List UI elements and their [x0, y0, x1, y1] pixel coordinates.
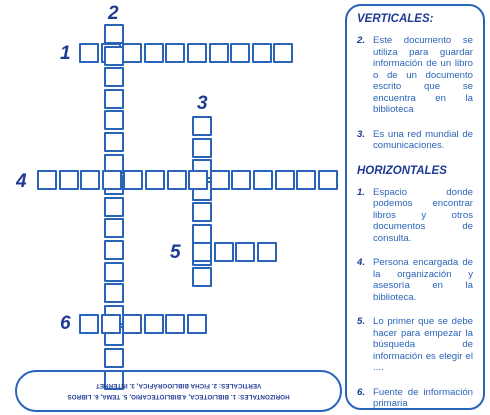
crossword-cell-word-6-2[interactable] [101, 314, 121, 334]
crossword-cell-word-4-2[interactable] [59, 170, 79, 190]
crossword-cell-word-2-12[interactable] [104, 262, 124, 282]
verticales-heading: VERTICALES: [357, 13, 434, 25]
crossword-cell-word-2-9[interactable] [104, 197, 124, 217]
crossword-cell-word-1-7[interactable] [209, 43, 229, 63]
crossword-cell-word-4-6[interactable] [145, 170, 165, 190]
clue-vertical-3-number: 3. [357, 128, 366, 140]
crossword-cell-word-1-5[interactable] [165, 43, 185, 63]
crossword-cell-word-2-1[interactable] [104, 24, 124, 44]
clue-number-2: 2 [108, 3, 119, 24]
clue-number-5: 5 [170, 242, 181, 263]
crossword-cell-word-4-13[interactable] [296, 170, 316, 190]
crossword-cell-word-4-10[interactable] [231, 170, 251, 190]
clue-number-4: 4 [16, 171, 27, 192]
crossword-cell-word-6-3[interactable] [122, 314, 142, 334]
clue-horizontal-6-text: Fuente de información primaria [373, 386, 473, 409]
crossword-cell-word-3-8[interactable] [192, 267, 212, 287]
crossword-cell-word-2-13[interactable] [104, 283, 124, 303]
crossword-cell-word-2-10[interactable] [104, 218, 124, 238]
crossword-cell-word-1-10[interactable] [273, 43, 293, 63]
clue-vertical-2-text: Este documento se utiliza para guardar información de un libro o de un documento escrito que se encuentra en la biblioteca [373, 35, 473, 115]
clue-horizontal-6 [357, 387, 473, 410]
crossword-cell-word-6-1[interactable] [79, 314, 99, 334]
crossword-cell-word-2-3[interactable] [104, 67, 124, 87]
crossword-cell-word-3-1[interactable] [192, 116, 212, 136]
clues-panel [345, 4, 485, 410]
clue-horizontal-5-number: 5. [357, 316, 366, 327]
clue-horizontal-6-number: 6. [357, 386, 366, 398]
clue-number-6: 6 [60, 313, 71, 334]
answer-key [15, 370, 342, 412]
clue-vertical-3 [357, 129, 473, 152]
clue-vertical-2-number: 2. [357, 35, 366, 46]
crossword-cell-word-4-5[interactable] [123, 170, 143, 190]
crossword-cell-word-4-1[interactable] [37, 170, 57, 190]
clue-horizontal-5-text: Lo primer que se debe hacer para empezar la búsqueda de información es elegir el .... [373, 316, 473, 373]
crossword-cell-word-4-4[interactable] [102, 170, 122, 190]
crossword-cell-word-5-4[interactable] [257, 242, 277, 262]
crossword-cell-word-4-3[interactable] [80, 170, 100, 190]
crossword-cell-word-3-6[interactable] [192, 224, 212, 244]
crossword-cell-word-4-11[interactable] [253, 170, 273, 190]
crossword-cell-word-4-12[interactable] [275, 170, 295, 190]
crossword-cell-word-1-6[interactable] [187, 43, 207, 63]
crossword-cell-word-4-8[interactable] [188, 170, 208, 190]
crossword-cell-word-6-4[interactable] [144, 314, 164, 334]
crossword-cell-word-1-1[interactable] [79, 43, 99, 63]
clue-number-3: 3 [197, 93, 208, 114]
clue-horizontal-1-number: 1. [357, 186, 366, 198]
crossword-cell-word-2-16[interactable] [104, 348, 124, 368]
clue-horizontal-1-text: Espacio donde podemos encontrar libros y otros documentos de consulta. [373, 186, 473, 244]
crossword-cell-word-2-2[interactable] [104, 46, 124, 66]
crossword-cell-word-6-6[interactable] [187, 314, 207, 334]
crossword-cell-word-5-2[interactable] [214, 242, 234, 262]
clue-number-1: 1 [60, 43, 71, 64]
clue-horizontal-4 [357, 257, 473, 303]
clue-horizontal-1 [357, 187, 473, 245]
crossword-cell-word-1-3[interactable] [122, 43, 142, 63]
crossword-cell-word-1-4[interactable] [144, 43, 164, 63]
clue-horizontal-4-number: 4. [357, 257, 366, 268]
crossword-cell-word-3-2[interactable] [192, 138, 212, 158]
answer-key-horizontales: HORIZONTALES: 1. BIBLIOTECA, 4.BIBLIOTECARIO, 5. TEMA, 6. LIBROS [67, 393, 290, 400]
horizontales-heading: HORIZONTALES [357, 164, 447, 177]
answer-key-verticales: VERTICALES: 2. FICHA BIBLIOGRÁFICA, 3. INTERNET [95, 382, 262, 389]
clue-horizontal-4-text: Persona encargada de la organización y asesoría en la biblioteca. [373, 257, 473, 303]
crossword-cell-word-3-5[interactable] [192, 202, 212, 222]
clue-horizontal-5 [357, 316, 473, 374]
crossword-cell-word-5-3[interactable] [235, 242, 255, 262]
crossword-cell-word-6-5[interactable] [165, 314, 185, 334]
clue-vertical-3-text: Es una red mundial de comunicaciones. [373, 128, 473, 151]
crossword-cell-word-4-7[interactable] [167, 170, 187, 190]
crossword-cell-word-4-9[interactable] [210, 170, 230, 190]
crossword-cell-word-1-8[interactable] [230, 43, 250, 63]
crossword-cell-word-2-4[interactable] [104, 89, 124, 109]
crossword-cell-word-5-1[interactable] [192, 242, 212, 262]
crossword-cell-word-4-14[interactable] [318, 170, 338, 190]
clue-vertical-2 [357, 35, 473, 116]
crossword-cell-word-2-6[interactable] [104, 132, 124, 152]
crossword-cell-word-1-9[interactable] [252, 43, 272, 63]
crossword-cell-word-2-11[interactable] [104, 240, 124, 260]
crossword-cell-word-2-5[interactable] [104, 110, 124, 130]
